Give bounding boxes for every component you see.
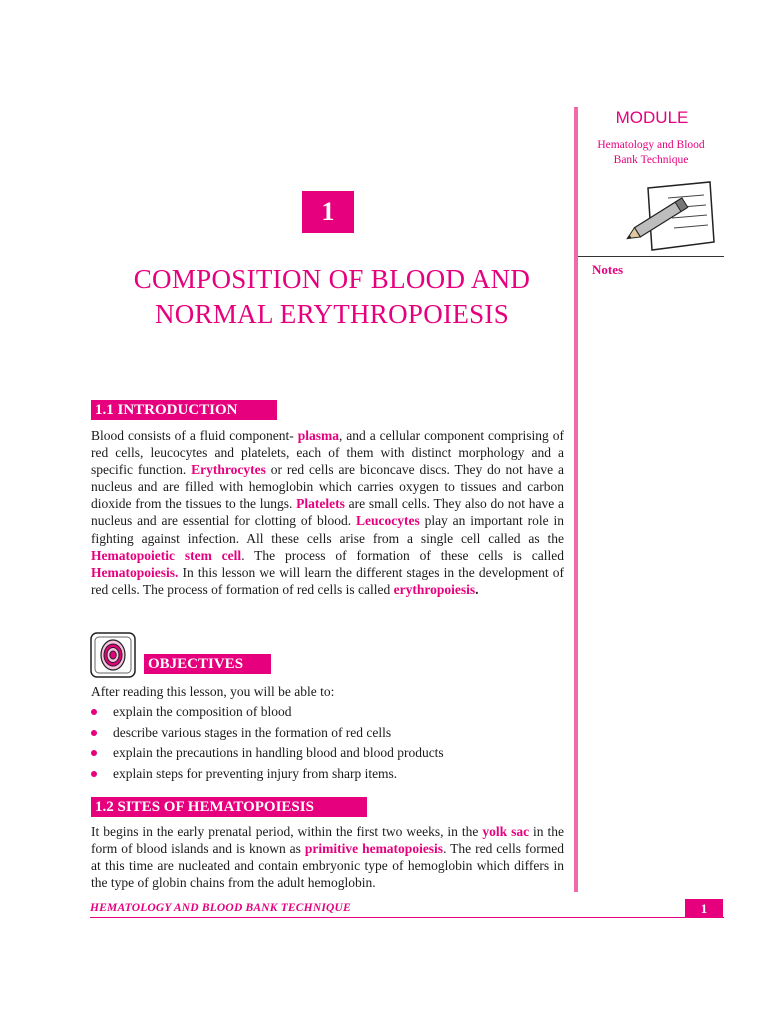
notes-pencil-icon (618, 180, 718, 256)
highlighted-term: erythropoiesis (393, 581, 476, 597)
text-run: play an important role in fighting against infection. All these cells arise from a single cell called as the (91, 513, 564, 546)
objectives-list (91, 703, 564, 785)
target-icon (90, 632, 136, 678)
page-number: 1 (685, 899, 723, 918)
text-run: . (475, 581, 479, 597)
highlighted-term: Platelets (296, 496, 345, 512)
text-run: . The red cells formed at this time are nucleated and contain embryonic type of hemoglobin which differs in the type of globin chains from the adult hemoglobin. (91, 841, 564, 891)
text-run: in the form of blood islands and is known as (91, 824, 564, 857)
highlighted-term: Leucocytes (355, 513, 420, 529)
highlighted-term: Hematopoietic stem cell (91, 547, 242, 563)
text-run: Blood consists of a fluid component- (91, 428, 298, 443)
bullet-icon (91, 730, 97, 736)
module-subtitle: Hematology and Blood Bank Technique (597, 139, 705, 166)
bullet-icon (91, 750, 97, 756)
section-heading-sites: 1.2 SITES OF HEMATOPOIESIS (91, 797, 367, 817)
notes-rule (578, 256, 724, 257)
objective-item: describe various stages in the formation of red cells (91, 724, 564, 745)
text-run: are small cells. They also do not have a nucleus and are essential for clotting of blood. (91, 496, 565, 529)
footer-title: HEMATOLOGY AND BLOOD BANK TECHNIQUE (90, 902, 351, 914)
objectives-lead: After reading this lesson, you will be able to: (91, 684, 335, 699)
highlighted-term: plasma (297, 428, 339, 443)
bullet-icon (91, 771, 97, 777)
highlighted-term: Erythrocytes (191, 462, 266, 478)
highlighted-term: primitive hematopoiesis (304, 841, 444, 857)
sites-paragraph (91, 823, 564, 891)
objective-item: explain the precautions in handling blood and blood products (91, 744, 564, 765)
chapter-title-line1: COMPOSITION OF BLOOD AND (133, 264, 531, 294)
objective-item: explain steps for preventing injury from sharp items. (91, 765, 564, 786)
text-run: . The process of formation of these cells is called (241, 547, 565, 563)
text-run: In this lesson we will learn the different stages in the development of red cells. The process of formation of red cells is called (91, 564, 564, 597)
section-heading-objectives: OBJECTIVES (144, 654, 271, 674)
chapter-title (90, 262, 574, 332)
introduction-paragraph (91, 427, 564, 598)
objective-item: explain the composition of blood (91, 703, 564, 724)
notes-label: Notes (592, 262, 624, 277)
highlighted-term: Hematopoiesis. (91, 564, 179, 580)
section-heading-introduction: 1.1 INTRODUCTION (91, 400, 277, 420)
chapter-number-badge: 1 (302, 191, 354, 233)
text-run: It begins in the early prenatal period, within the first two weeks, in the (91, 824, 483, 839)
module-title: MODULE (615, 108, 689, 127)
footer-rule (90, 917, 724, 918)
chapter-title-line2: NORMAL ERYTHROPOIESIS (154, 299, 510, 329)
highlighted-term: yolk sac (482, 824, 530, 839)
margin-divider (574, 107, 578, 892)
text-run: or red cells are biconcave discs. They do not have a nucleus and are filled with hemoglobin which carries oxygen to tissues and carbon dioxide from the tissues to the lungs. (91, 462, 564, 512)
text-run: , and a cellular component comprising of red cells, leucocytes and platelets, each of them with distinct morphology and a specific function. (91, 428, 564, 478)
bullet-icon (91, 709, 97, 715)
